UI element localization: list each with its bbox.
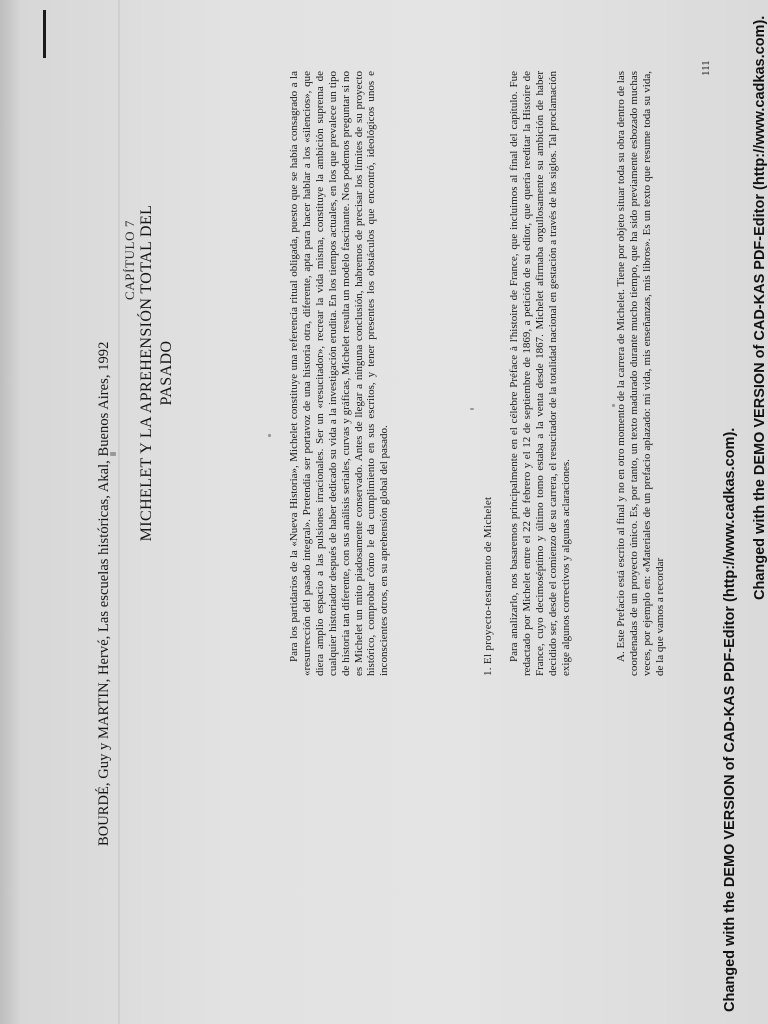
scan-speck (268, 434, 271, 437)
scan-speck (470, 408, 474, 410)
chapter-label: CAPÍTULO 7 (122, 219, 137, 300)
demo-watermark-upper: Changed with the DEMO VERSION of CAD-KAS PDF-Editor (http://www.cadkas.com). (752, 15, 768, 600)
demo-watermark-lower: Changed with the DEMO VERSION of CAD-KAS PDF-Editor (http://www.cadkas.com). (722, 427, 738, 1012)
chapter-title-line-1: MICHELET Y LA APREHENSIÓN TOTAL DEL (138, 204, 155, 542)
section-paragraph: Para analizarlo, nos basaremos principalmente en el célebre Préface à l'histoire de France, que incluimos al final del capítulo. Fue redactado por Michelet entre el 22 de febrero y el 12 de septiembre de 1869, a petición de su editor, que quería reeditar la Histoire de France, cuyo decimoséptimo y último tomo estaba a la venta desde 1867. Michelet afirmaba orgullosamente su ambición de haber decidido ser, desde el comienzo de su carrera, el resucitador de la totalidad nacional en gestación a través de los siglos. Tal proclamación exige algunos correctivos y algunas aclaraciones. (508, 71, 572, 676)
bibliographic-citation: BOURDÉ, Guy y MARTIN, Hervé, Las escuelas históricas, Akal, Buenos Aires, 1992 (96, 341, 112, 846)
binding-mark (43, 10, 46, 58)
intro-paragraph: Para los partidarios de la «Nueva Historia», Michelet constituye una referencia ritual obligada, puesto que se había consagrado a la «resurrección del pasado integral». Pretendía ser portavoz de una historia otra, diferente, apta para hacer hablar a los «silencios», que diera amplio espacio a las pulsiones irracionales. Ser un «resucitador», recrear la vida misma, constituye la ambición suprema de cualquier historiador después de haber dedicado su vida a la investigación erudita. En los tiempos actuales, en los que prevalece un tipo de historia tan diferente, con sus análisis seriales, curvas y gráficas, Michelet resulta un modelo fascinante. Nos podemos preguntar si no es Michelet un mito piadosamente conservado. Antes de llegar a ninguna conclusión, habremos de precisar los límites de su proyecto histórico, comprobar cómo le da cumplimiento en sus escritos, y tener presentes los obstáculos que encontró, ideológicos unos e inconscientes otros, en su aprehensión global del pasado. (288, 71, 391, 676)
page-number: 111 (700, 60, 712, 76)
chapter-title-line-2: PASADO (158, 340, 175, 406)
section-heading: 1. El proyecto-testamento de Michelet (482, 496, 494, 676)
subsection-a-paragraph: A. Este Prefacio está escrito al final y no en otro momento de la carrera de Michelet. Tiene por objeto situar toda su obra dentro de las coordenadas de un proyecto único. Es, por tanto, un texto madurado durante mucho tiempo, que ha sido previamente esbozado muchas veces, por ejemplo en: «Materiales de un prefacio aplazado: mi vida, mis enseñanzas, mis libros». Es un texto que resume toda su vida, de la que vamos a recordar (615, 71, 666, 676)
page-fold-line (118, 0, 120, 1024)
scan-edge-shadow (0, 0, 22, 1024)
chapter-title (137, 138, 177, 608)
